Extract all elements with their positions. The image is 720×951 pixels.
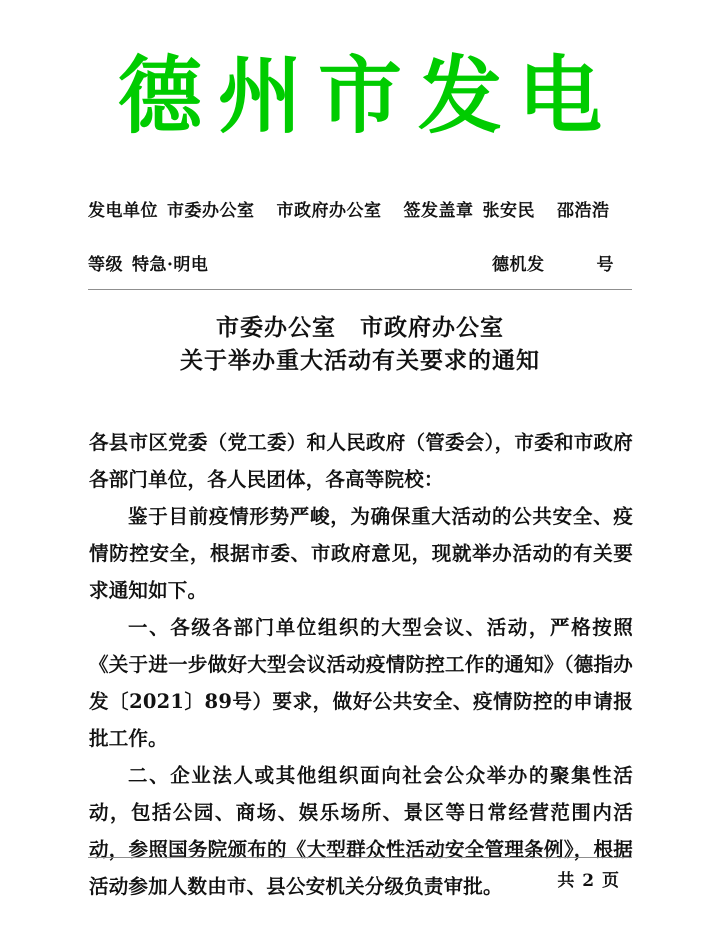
document-title bbox=[88, 311, 632, 377]
document-title-line-1: 市委办公室 市政府办公室 bbox=[216, 314, 504, 341]
masthead-title: 德州市发电 bbox=[117, 46, 618, 145]
sender-unit-value-2: 市政府办公室 bbox=[276, 201, 382, 221]
document-footer bbox=[88, 866, 632, 891]
footer-divider-rule bbox=[88, 857, 632, 858]
priority-group bbox=[88, 250, 208, 275]
sender-unit-value-1: 市委办公室 bbox=[167, 201, 255, 221]
addressee-line: 各县市区党委（党工委）和人民政府（管委会），市委和市政府各部门单位，各人民团体，各高等院校： bbox=[89, 431, 633, 491]
numbered-item-2: 二、企业法人或其他组织面向社会公众举办的聚集性活动，包括公园、商场、娱乐场所、景区等日常经营范围内活动，参照国务院颁布的《大型群众性活动安全管理条例》，根据活动参加人数由市、县公安机关分级负责审批。 bbox=[89, 764, 633, 898]
numbered-item-1: 一、各级各部门单位组织的大型会议、活动，严格按照《关于进一步做好大型会议活动疫情防控工作的通知》（德指办发〔2021〕89号）要求，做好公共安全、疫情防控的申请报批工作。 bbox=[89, 616, 633, 750]
masthead bbox=[0, 46, 720, 145]
document-number-prefix: 德机发 bbox=[492, 255, 545, 275]
priority-label: 等级 bbox=[88, 255, 123, 275]
telegram-header-row-sender bbox=[88, 196, 632, 221]
header-divider-rule bbox=[88, 289, 632, 290]
telegram-header bbox=[88, 196, 632, 275]
telegram-header-row-priority bbox=[88, 250, 632, 275]
sender-unit-label: 发电单位 bbox=[88, 201, 158, 221]
document-number-group bbox=[492, 250, 632, 275]
document-number-suffix: 号 bbox=[596, 255, 614, 275]
page-count: 共 2 页 bbox=[557, 871, 620, 891]
signer-name-2: 邵浩浩 bbox=[557, 201, 610, 221]
paragraph-intro: 鉴于目前疫情形势严峻，为确保重大活动的公共安全、疫情防控安全，根据市委、市政府意见，现就举办活动的有关要求通知如下。 bbox=[89, 505, 633, 602]
document-body bbox=[89, 424, 633, 905]
priority-value: 特急·明电 bbox=[132, 255, 209, 275]
signer-seal-label: 签发盖章 bbox=[403, 201, 474, 221]
signer-name-1: 张安民 bbox=[482, 201, 535, 221]
document-title-line-2: 关于举办重大活动有关要求的通知 bbox=[180, 347, 540, 374]
